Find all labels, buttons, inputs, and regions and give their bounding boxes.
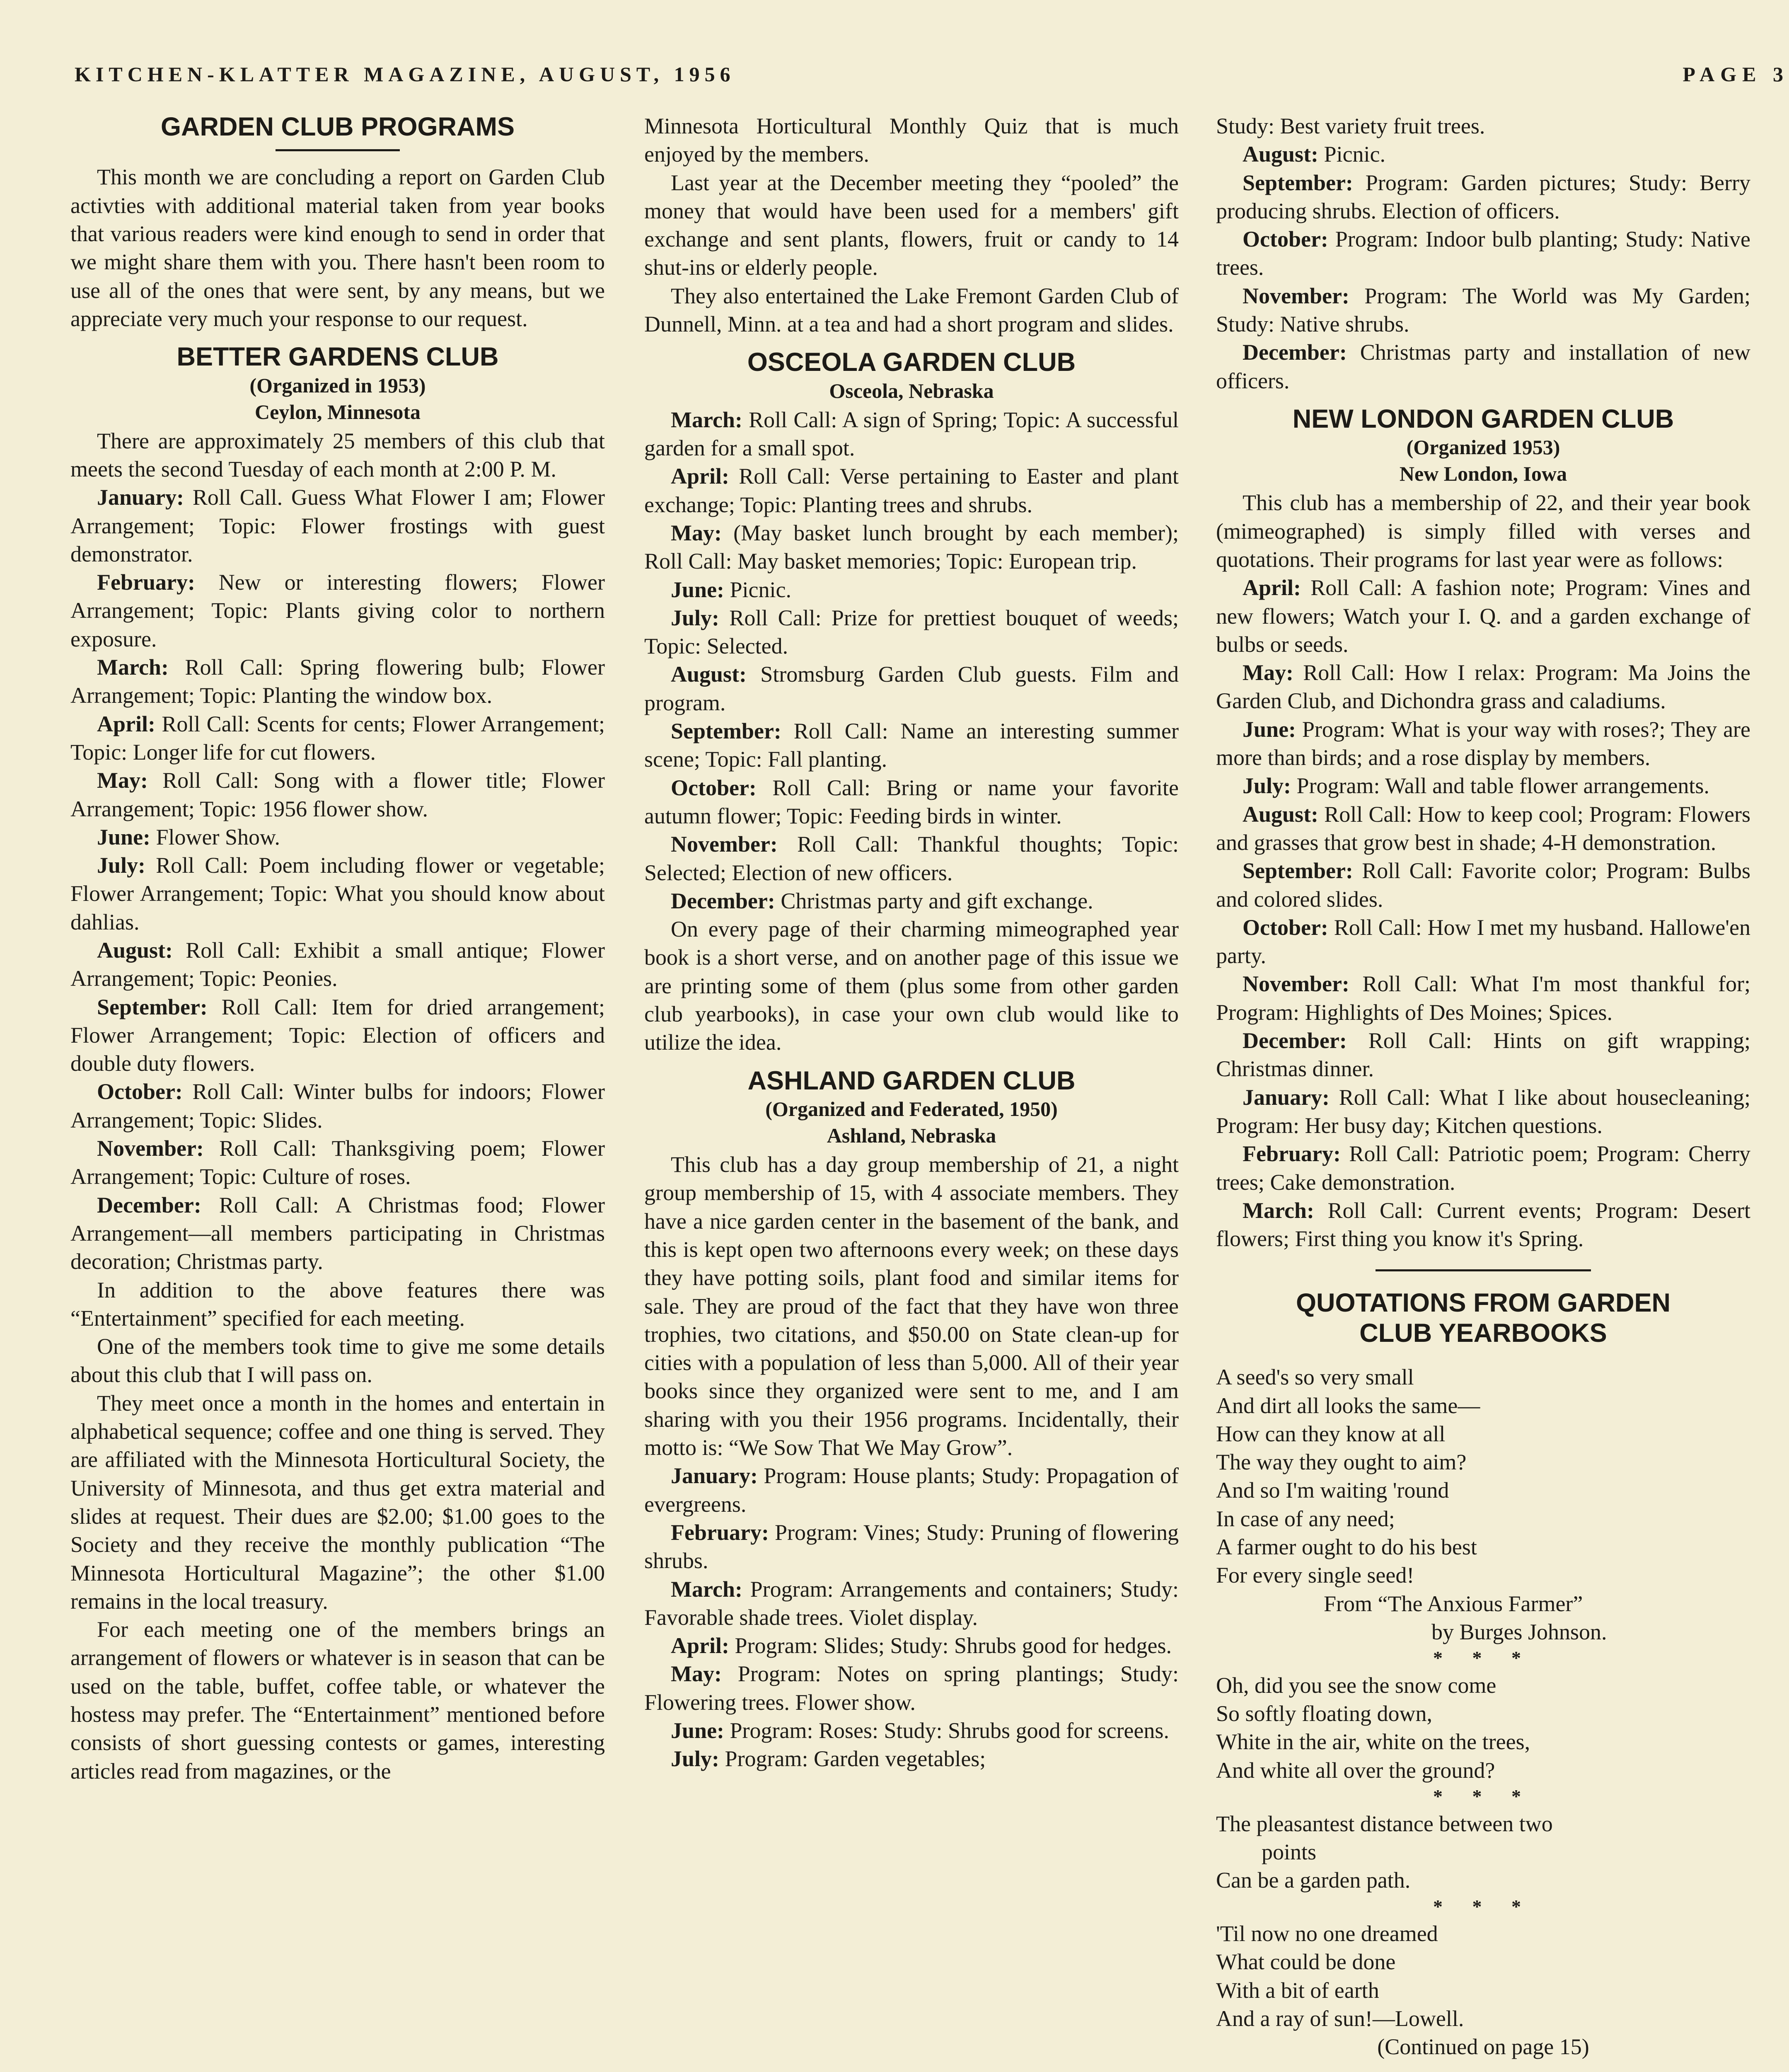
program-entry: February: Program: Vines; Study: Pruning of flowering shrubs. xyxy=(644,1520,1179,1573)
club-location: New London, Iowa xyxy=(1399,462,1567,486)
program-entry: May: Roll Call: Song with a flower title; Flower Arrangement; Topic: 1956 flower show. xyxy=(70,768,605,821)
club-title: OSCEOLA GARDEN CLUB xyxy=(747,348,1076,377)
program-entry: December: Christmas party and installation of new officers. xyxy=(1216,340,1750,393)
program-entry: July: Roll Call: Prize for prettiest bouquet of weeds; Topic: Selected. xyxy=(644,605,1179,659)
program-entry: November: Program: The World was My Garden; Study: Native shrubs. xyxy=(1216,283,1750,337)
separator-stars: * * * xyxy=(1433,1895,1533,1917)
body-paragraph: On every page of their charming mimeographed year book is a short verse, and on another page of this issue we are printing some of them (plus some from other garden club yearbooks), in case your own club would like to utilize the idea. xyxy=(644,917,1179,1055)
program-entry: September: Roll Call: Item for dried arrangement; Flower Arrangement; Topic: Election of officers and double duty flowers. xyxy=(70,994,605,1076)
article-title: GARDEN CLUB PROGRAMS xyxy=(160,112,515,141)
club-organized: (Organized in 1953) xyxy=(249,373,426,397)
column-2 xyxy=(644,112,1179,2072)
club-intro: This club has a day group membership of 21, a night group membership of 15, with 4 associate members. They have a nice garden center in the basement of the bank, and this is kept open two afternoons every week; on these days they have potting soils, plant food and similar items for sale. They are proud of the fact that they have won three trophies, two citations, and $50.00 on State clean-up for cities with a population of less than 5,000. All of their year books since they organized were sent to me, and I am sharing with you their 1956 programs. Incidentally, their motto is: “We Sow That We May Grow”. xyxy=(644,1152,1179,1460)
program-entry: November: Roll Call: What I'm most thankful for; Program: Highlights of Des Moines; Spices. xyxy=(1216,971,1750,1025)
program-entry: May: (May basket lunch brought by each member); Roll Call: May basket memories; Topic: European trip. xyxy=(644,520,1179,574)
program-entry: November: Roll Call: Thankful thoughts; Topic: Selected; Election of new officers. xyxy=(644,832,1179,885)
poem-line: For every single seed! xyxy=(1216,1563,1414,1588)
section-rule xyxy=(1376,1269,1591,1271)
poem-line: Oh, did you see the snow come xyxy=(1216,1673,1496,1698)
body-paragraph: For each meeting one of the members brings an arrangement of flowers or whatever is in season that can be used on the table, buffet, coffee table, or whatever the hostess may prefer. The “Entertainment” mentioned before consists of short guessing contests or games, interesting articles read from magazines, or the xyxy=(70,1617,605,1784)
program-entry: January: Roll Call. Guess What Flower I am; Flower Arrangement; Topic: Flower frostings with guest demonstrator. xyxy=(70,485,605,566)
poem-line: A farmer ought to do his best xyxy=(1216,1535,1477,1560)
poem-line: And so I'm waiting 'round xyxy=(1216,1478,1449,1503)
program-entry: April: Program: Slides; Study: Shrubs good for hedges. xyxy=(671,1633,1172,1658)
continued-paragraph: Study: Best variety fruit trees. xyxy=(1216,114,1485,138)
program-entry: March: Roll Call: A sign of Spring; Topic: A successful garden for a small spot. xyxy=(644,407,1179,461)
program-entry: December: Roll Call: Hints on gift wrapping; Christmas dinner. xyxy=(1216,1028,1750,1082)
better-gardens-club-header xyxy=(70,342,605,425)
program-entry: April: Roll Call: Verse pertaining to Easter and plant exchange; Topic: Planting trees and shrubs. xyxy=(644,464,1179,517)
program-list xyxy=(70,483,605,1276)
quotations-title: QUOTATIONS FROM GARDEN CLUB YEARBOOKS xyxy=(1296,1288,1671,1348)
program-entry: February: Roll Call: Patriotic poem; Program: Cherry trees; Cake demonstration. xyxy=(1216,1141,1750,1195)
poem-line: White in the air, white on the trees, xyxy=(1216,1729,1530,1755)
program-list xyxy=(644,1462,1179,1773)
new-london-club-header xyxy=(1216,404,1750,487)
program-entry: February: New or interesting flowers; Flower Arrangement; Topic: Plants giving color to northern exposure. xyxy=(70,570,605,651)
program-entry: May: Program: Notes on spring plantings; Study: Flowering trees. Flower show. xyxy=(644,1661,1179,1715)
program-entry: March: Program: Arrangements and containers; Study: Favorable shade trees. Violet display. xyxy=(644,1576,1179,1630)
program-entry: November: Roll Call: Thanksgiving poem; Flower Arrangement; Topic: Culture of roses. xyxy=(70,1136,605,1189)
running-head xyxy=(75,62,1789,91)
body-paragraph: They also entertained the Lake Fremont Garden Club of Dunnell, Minn. at a tea and had a short program and slides. xyxy=(644,283,1179,337)
continued-note: (Continued on page 15) xyxy=(1377,2034,1589,2060)
page-number: PAGE 3 xyxy=(1683,63,1789,86)
poem-lowell xyxy=(1216,1920,1750,2033)
program-entry: August: Picnic. xyxy=(1243,142,1386,167)
column-1 xyxy=(70,112,605,2072)
program-entry: July: Program: Garden vegetables; xyxy=(671,1746,986,1772)
program-entry: August: Roll Call: Exhibit a small antique; Flower Arrangement; Topic: Peonies. xyxy=(70,938,605,991)
program-entry: October: Roll Call: How I met my husband. Hallowe'en party. xyxy=(1216,915,1750,968)
program-entry: July: Program: Wall and table flower arrangements. xyxy=(1243,773,1709,799)
club-title: BETTER GARDENS CLUB xyxy=(176,342,499,372)
body-paragraph: They meet once a month in the homes and entertain in alphabetical sequence; coffee and one thing is served. They are affiliated with the Minnesota Horticultural Society, the University of Minnesota, and thus get extra material and slides at request. Their dues are $2.00; $1.00 goes to the Society and they receive the monthly publication “The Minnesota Horticultural Magazine”; the other $1.00 remains in the local treasury. xyxy=(70,1390,605,1614)
intro-paragraph: This month we are concluding a report on Garden Club activties with additional material taken from year books that various readers were kind enough to send in order that we might share them with you. There hasn't been room to use all of the ones that were sent, by any means, but we appreciate very much your response to our request. xyxy=(70,165,605,331)
poem-line: In case of any need; xyxy=(1216,1506,1395,1531)
program-entry: March: Roll Call: Spring flowering bulb; Flower Arrangement; Topic: Planting the window box. xyxy=(70,655,605,708)
program-entry: December: Christmas party and gift exchange. xyxy=(671,888,1093,913)
program-entry: October: Roll Call: Bring or name your favorite autumn flower; Topic: Feeding birds in winter. xyxy=(644,775,1179,828)
separator-stars: * * * xyxy=(1433,1786,1533,1807)
program-entry: March: Roll Call: Current events; Program: Desert flowers; First thing you know it's Spring. xyxy=(1216,1198,1750,1251)
poem-snow xyxy=(1216,1671,1750,1784)
ashland-club-header xyxy=(644,1066,1179,1149)
continued-paragraph: Minnesota Horticultural Monthly Quiz that is much enjoyed by the members. xyxy=(644,114,1179,167)
club-location: Osceola, Nebraska xyxy=(829,379,994,402)
column-3 xyxy=(1216,112,1750,2072)
body-paragraph: One of the members took time to give me some details about this club that I will pass on. xyxy=(70,1334,605,1387)
poem-line: 'Til now no one dreamed xyxy=(1216,1921,1438,1946)
club-title: NEW LONDON GARDEN CLUB xyxy=(1292,404,1674,433)
poem-line: What could be done xyxy=(1216,1949,1396,1975)
program-entry: September: Program: Garden pictures; Study: Berry producing shrubs. Election of officers. xyxy=(1216,170,1750,223)
program-entry: April: Roll Call: Scents for cents; Flower Arrangement; Topic: Longer life for cut flowers. xyxy=(70,711,605,765)
program-entry: June: Program: Roses: Study: Shrubs good for screens. xyxy=(671,1718,1169,1743)
poem-line: The pleasantest distance between two xyxy=(1216,1811,1553,1836)
poem-line: points xyxy=(1262,1839,1317,1864)
poem-author: by Burges Johnson. xyxy=(1431,1619,1607,1644)
club-location: Ashland, Nebraska xyxy=(827,1124,996,1147)
program-entry: June: Flower Show. xyxy=(97,824,280,850)
title-rule xyxy=(276,149,400,151)
program-list xyxy=(1216,574,1750,1253)
running-head-title: KITCHEN-KLATTER MAGAZINE, AUGUST, 1956 xyxy=(75,63,735,86)
poem-anxious-farmer xyxy=(1216,1363,1750,1646)
club-location: Ceylon, Minnesota xyxy=(255,400,421,424)
poem-source: From “The Anxious Farmer” xyxy=(1324,1591,1583,1616)
body-paragraph: Last year at the December meeting they “pooled” the money that would have been used for a members' gift exchange and sent plants, flowers, fruit or candy to 14 shut-ins or elderly people. xyxy=(644,170,1179,280)
poem-line: How can they know at all xyxy=(1216,1421,1446,1446)
program-entry: August: Stromsburg Garden Club guests. Film and program. xyxy=(644,662,1179,715)
poem-line: Can be a garden path. xyxy=(1216,1868,1411,1893)
program-entry: January: Roll Call: What I like about housecleaning; Program: Her busy day; Kitchen questions. xyxy=(1216,1084,1750,1138)
club-organized: (Organized 1953) xyxy=(1406,436,1560,459)
program-entry: May: Roll Call: How I relax: Program: Ma Joins the Garden Club, and Dichondra grass and caladiums. xyxy=(1216,660,1750,714)
program-entry: September: Roll Call: Favorite color; Program: Bulbs and colored slides. xyxy=(1216,858,1750,912)
club-title: ASHLAND GARDEN CLUB xyxy=(747,1066,1076,1095)
program-entry: October: Program: Indoor bulb planting; Study: Native trees. xyxy=(1216,227,1750,280)
program-entry: April: Roll Call: A fashion note; Program: Vines and new flowers; Watch your I. Q. and a garden exchange of bulbs or seeds. xyxy=(1216,575,1750,657)
body-paragraph: In addition to the above features there was “Entertainment” specified for each meeting. xyxy=(70,1277,605,1331)
poem-garden-path xyxy=(1216,1810,1750,1895)
program-list xyxy=(1216,140,1750,395)
club-organized: (Organized and Federated, 1950) xyxy=(765,1097,1058,1121)
poem-line: So softly floating down, xyxy=(1216,1701,1432,1726)
poem-line: And white all over the ground? xyxy=(1216,1757,1495,1783)
club-intro: There are approximately 25 members of this club that meets the second Tuesday of each month at 2:00 P. M. xyxy=(70,428,605,482)
program-entry: June: Program: What is your way with roses?; They are more than birds; and a rose display by members. xyxy=(1216,716,1750,770)
program-entry: June: Picnic. xyxy=(671,577,791,602)
program-list xyxy=(644,406,1179,915)
program-entry: July: Roll Call: Poem including flower or vegetable; Flower Arrangement; Topic: What you should know about dahlias. xyxy=(70,853,605,934)
poem-line: With a bit of earth xyxy=(1216,1978,1379,2003)
poem-line: And dirt all looks the same— xyxy=(1216,1393,1480,1418)
program-entry: October: Roll Call: Winter bulbs for indoors; Flower Arrangement; Topic: Slides. xyxy=(70,1079,605,1133)
program-entry: December: Roll Call: A Christmas food; Flower Arrangement—all members participating in Christmas decoration; Christmas party. xyxy=(70,1192,605,1274)
separator-stars: * * * xyxy=(1433,1647,1533,1669)
program-entry: September: Roll Call: Name an interesting summer scene; Topic: Fall planting. xyxy=(644,719,1179,772)
poem-line: A seed's so very small xyxy=(1216,1365,1414,1390)
poem-line: And a ray of sun!—Lowell. xyxy=(1216,2006,1464,2031)
osceola-club-header xyxy=(644,347,1179,404)
club-intro: This club has a membership of 22, and their year book (mimeographed) is simply filled with verses and quotations. Their programs for last year were as follows: xyxy=(1216,490,1750,572)
program-entry: August: Roll Call: How to keep cool; Program: Flowers and grasses that grow best in shade; 4-H demonstration. xyxy=(1216,801,1750,855)
poem-line: The way they ought to aim? xyxy=(1216,1450,1467,1475)
program-entry: January: Program: House plants; Study: Propagation of evergreens. xyxy=(644,1463,1179,1517)
